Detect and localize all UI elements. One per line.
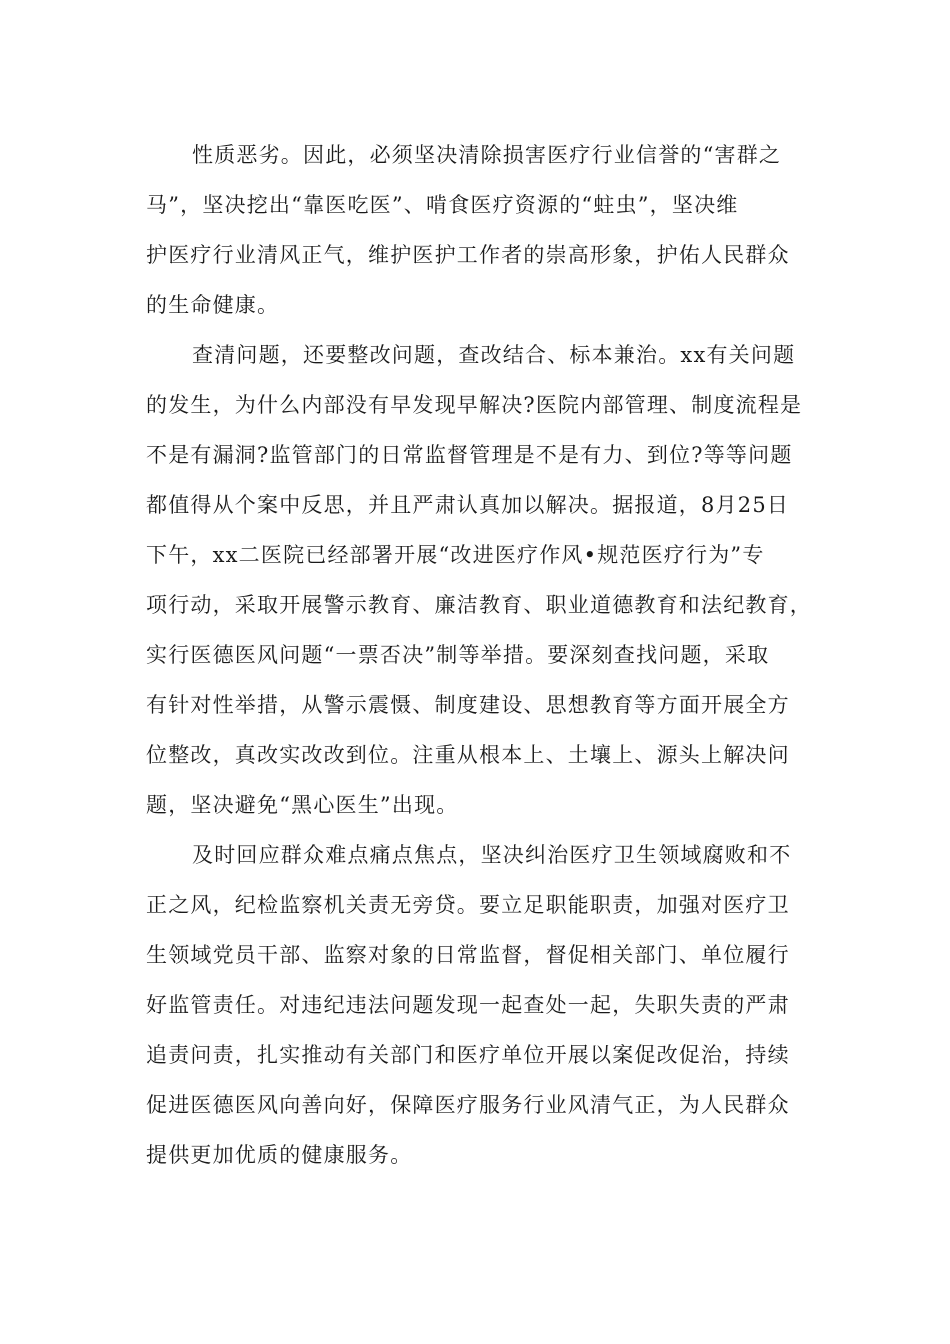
text-line: 的生命健康。: [146, 293, 280, 317]
text-line: 正之风，纪检监察机关责无旁贷。要立足职能职责，加强对医疗卫: [146, 893, 790, 917]
text-line: 提供更加优质的健康服务。: [146, 1143, 413, 1167]
text-line: 有针对性举措，从警示震慑、制度建设、思想教育等方面开展全方: [146, 693, 790, 717]
paragraph-1: [146, 130, 812, 330]
text-line: 的发生，为什么内部没有早发现早解决?医院内部管理、制度流程是: [146, 393, 803, 417]
text-line: 都值得从个案中反思，并且严肃认真加以解决。据报道，8月25日: [146, 493, 790, 517]
text-line: 追责问责，扎实推动有关部门和医疗单位开展以案促改促治，持续: [146, 1043, 790, 1067]
text-line: 不是有漏洞?监管部门的日常监督管理是不是有力、到位?等等问题: [146, 443, 793, 467]
text-line: 实行医德医风问题“一票否决”制等举措。要深刻查找问题，采取: [146, 643, 770, 667]
text-line: 护医疗行业清风正气，维护医护工作者的崇高形象，护佑人民群众: [146, 243, 790, 267]
text-line: 下午，xx二医院已经部署开展“改进医疗作风•规范医疗行为”专: [146, 543, 765, 567]
text-line: 马”，坚决挖出“靠医吃医”、啃食医疗资源的“蛀虫”，坚决维: [146, 193, 739, 217]
text-line: 性质恶劣。因此，必须坚决清除损害医疗行业信誉的“害群之: [192, 143, 782, 167]
text-line: 好监管责任。对违纪违法问题发现一起查处一起，失职失责的严肃: [146, 993, 790, 1017]
text-line: 题，坚决避免“黑心医生”出现。: [146, 793, 459, 817]
text-line: 及时回应群众难点痛点焦点，坚决纠治医疗卫生领域腐败和不: [192, 843, 792, 867]
text-line: 生领域党员干部、监察对象的日常监督，督促相关部门、单位履行: [146, 943, 790, 967]
text-line: 位整改，真改实改改到位。注重从根本上、土壤上、源头上解决问: [146, 743, 790, 767]
text-line: 查清问题，还要整改问题，查改结合、标本兼治。xx有关问题: [192, 343, 796, 367]
paragraph-2: [146, 330, 812, 830]
document-body: [146, 130, 812, 1180]
paragraph-3: [146, 830, 812, 1180]
text-line: 促进医德医风向善向好，保障医疗服务行业风清气正，为人民群众: [146, 1093, 790, 1117]
text-line: 项行动，采取开展警示教育、廉洁教育、职业道德教育和法纪教育，: [146, 593, 812, 617]
